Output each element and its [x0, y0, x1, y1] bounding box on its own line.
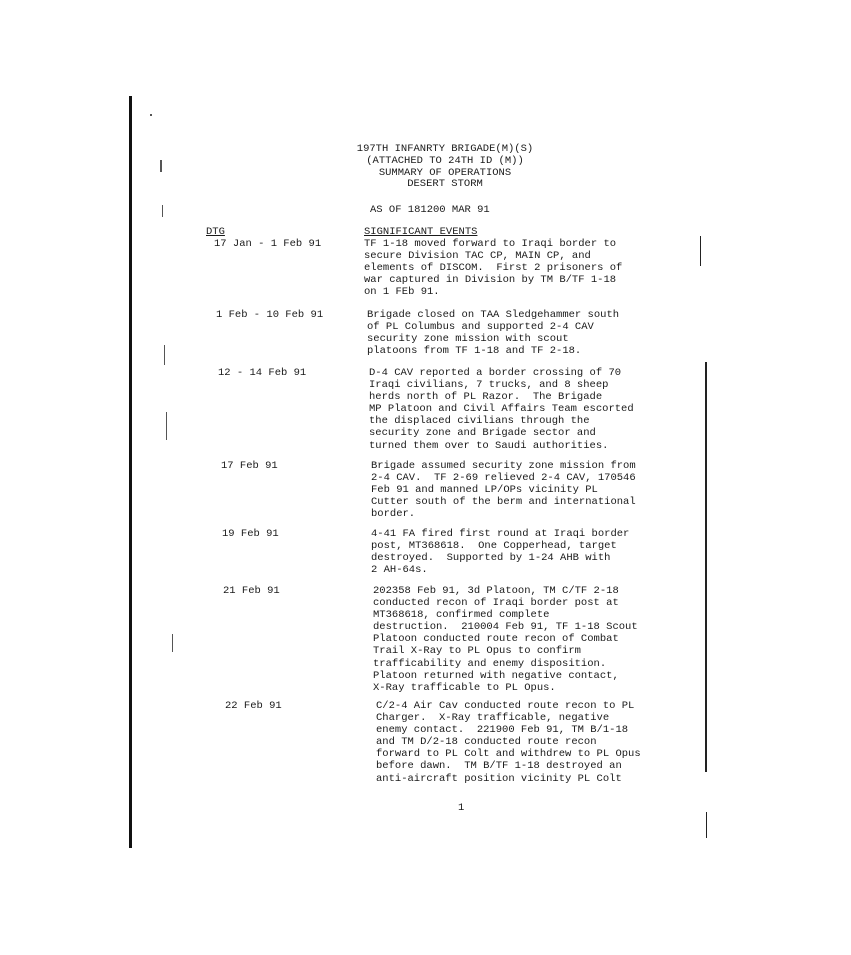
as-of-date: AS OF 181200 MAR 91: [370, 204, 490, 216]
events-column-heading: SIGNIFICANT EVENTS: [364, 226, 478, 238]
entry-dtg: 17 Feb 91: [221, 460, 278, 472]
scan-right-edge-mark: [706, 812, 707, 838]
header-line-1: 197TH INFANRTY BRIGADE(M)(S): [356, 143, 534, 155]
entry-text: Brigade assumed security zone mission from 2-4 CAV. TF 2-69 relieved 2-4 CAV, 170546 Feb 91 and manned LP/OPs vicinity PL Cutter south of the berm and international border.: [371, 460, 636, 521]
entry-dtg: 21 Feb 91: [223, 585, 280, 597]
scan-right-edge-mark: [700, 236, 701, 266]
scan-speck: [160, 160, 162, 172]
scan-margin-bar: [129, 96, 132, 848]
scan-right-edge-mark: [705, 362, 707, 772]
entry-text: D-4 CAV reported a border crossing of 70 Iraqi civilians, 7 trucks, and 8 sheep herds north of PL Razor. The Brigade MP Platoon and Civil Affairs Team escorted the displaced civilians through the security zone and Brigade sector and turned them over to Saudi authorities.: [369, 367, 634, 452]
dtg-column-heading: DTG: [206, 226, 225, 238]
entry-text: 202358 Feb 91, 3d Platoon, TM C/TF 2-18 conducted recon of Iraqi border post at MT368618, confirmed complete destruction. 210004 Feb 91, TF 1-18 Scout Platoon conducted route recon of Combat Trail X-Ray to PL Opus to confirm trafficability and enemy disposition. Platoon returned with negative contact, X-Ray trafficable to PL Opus.: [373, 585, 638, 694]
scan-speck: [164, 345, 165, 365]
entry-dtg: 22 Feb 91: [225, 700, 282, 712]
entry-dtg: 12 - 14 Feb 91: [218, 367, 307, 379]
scan-speck: [162, 205, 163, 217]
scan-speck: [172, 634, 173, 652]
entry-text: C/2-4 Air Cav conducted route recon to PL Charger. X-Ray trafficable, negative enemy contact. 221900 Feb 91, TM B/1-18 and TM D/2-18 conducted route recon forward to PL Colt and withdrew to PL Opus before dawn. TM B/TF 1-18 destroyed an anti-aircraft position vicinity PL Colt: [376, 700, 641, 785]
scan-speck: [150, 114, 152, 116]
scan-speck: [166, 412, 167, 440]
entry-text: Brigade closed on TAA Sledgehammer south of PL Columbus and supported 2-4 CAV security zone mission with scout platoons from TF 1-18 and TF 2-18.: [367, 309, 620, 358]
entry-dtg: 19 Feb 91: [222, 528, 279, 540]
entry-dtg: 17 Jan - 1 Feb 91: [214, 238, 322, 250]
header-line-3: SUMMARY OF OPERATIONS: [378, 166, 512, 179]
entry-dtg: 1 Feb - 10 Feb 91: [216, 309, 324, 321]
document-header: [300, 144, 590, 191]
page-number: 1: [458, 802, 465, 814]
entry-text: 4-41 FA fired first round at Iraqi border post, MT368618. One Copperhead, target destroyed. Supported by 1-24 AHB with 2 AH-64s.: [371, 528, 630, 577]
header-line-2: (ATTACHED TO 24TH ID (M)): [366, 154, 524, 167]
entry-text: TF 1-18 moved forward to Iraqi border to secure Division TAC CP, MAIN CP, and elements of DISCOM. First 2 prisoners of war captured in Division by TM B/TF 1-18 on 1 FEb 91.: [364, 238, 623, 299]
header-line-4: DESERT STORM: [407, 178, 483, 191]
